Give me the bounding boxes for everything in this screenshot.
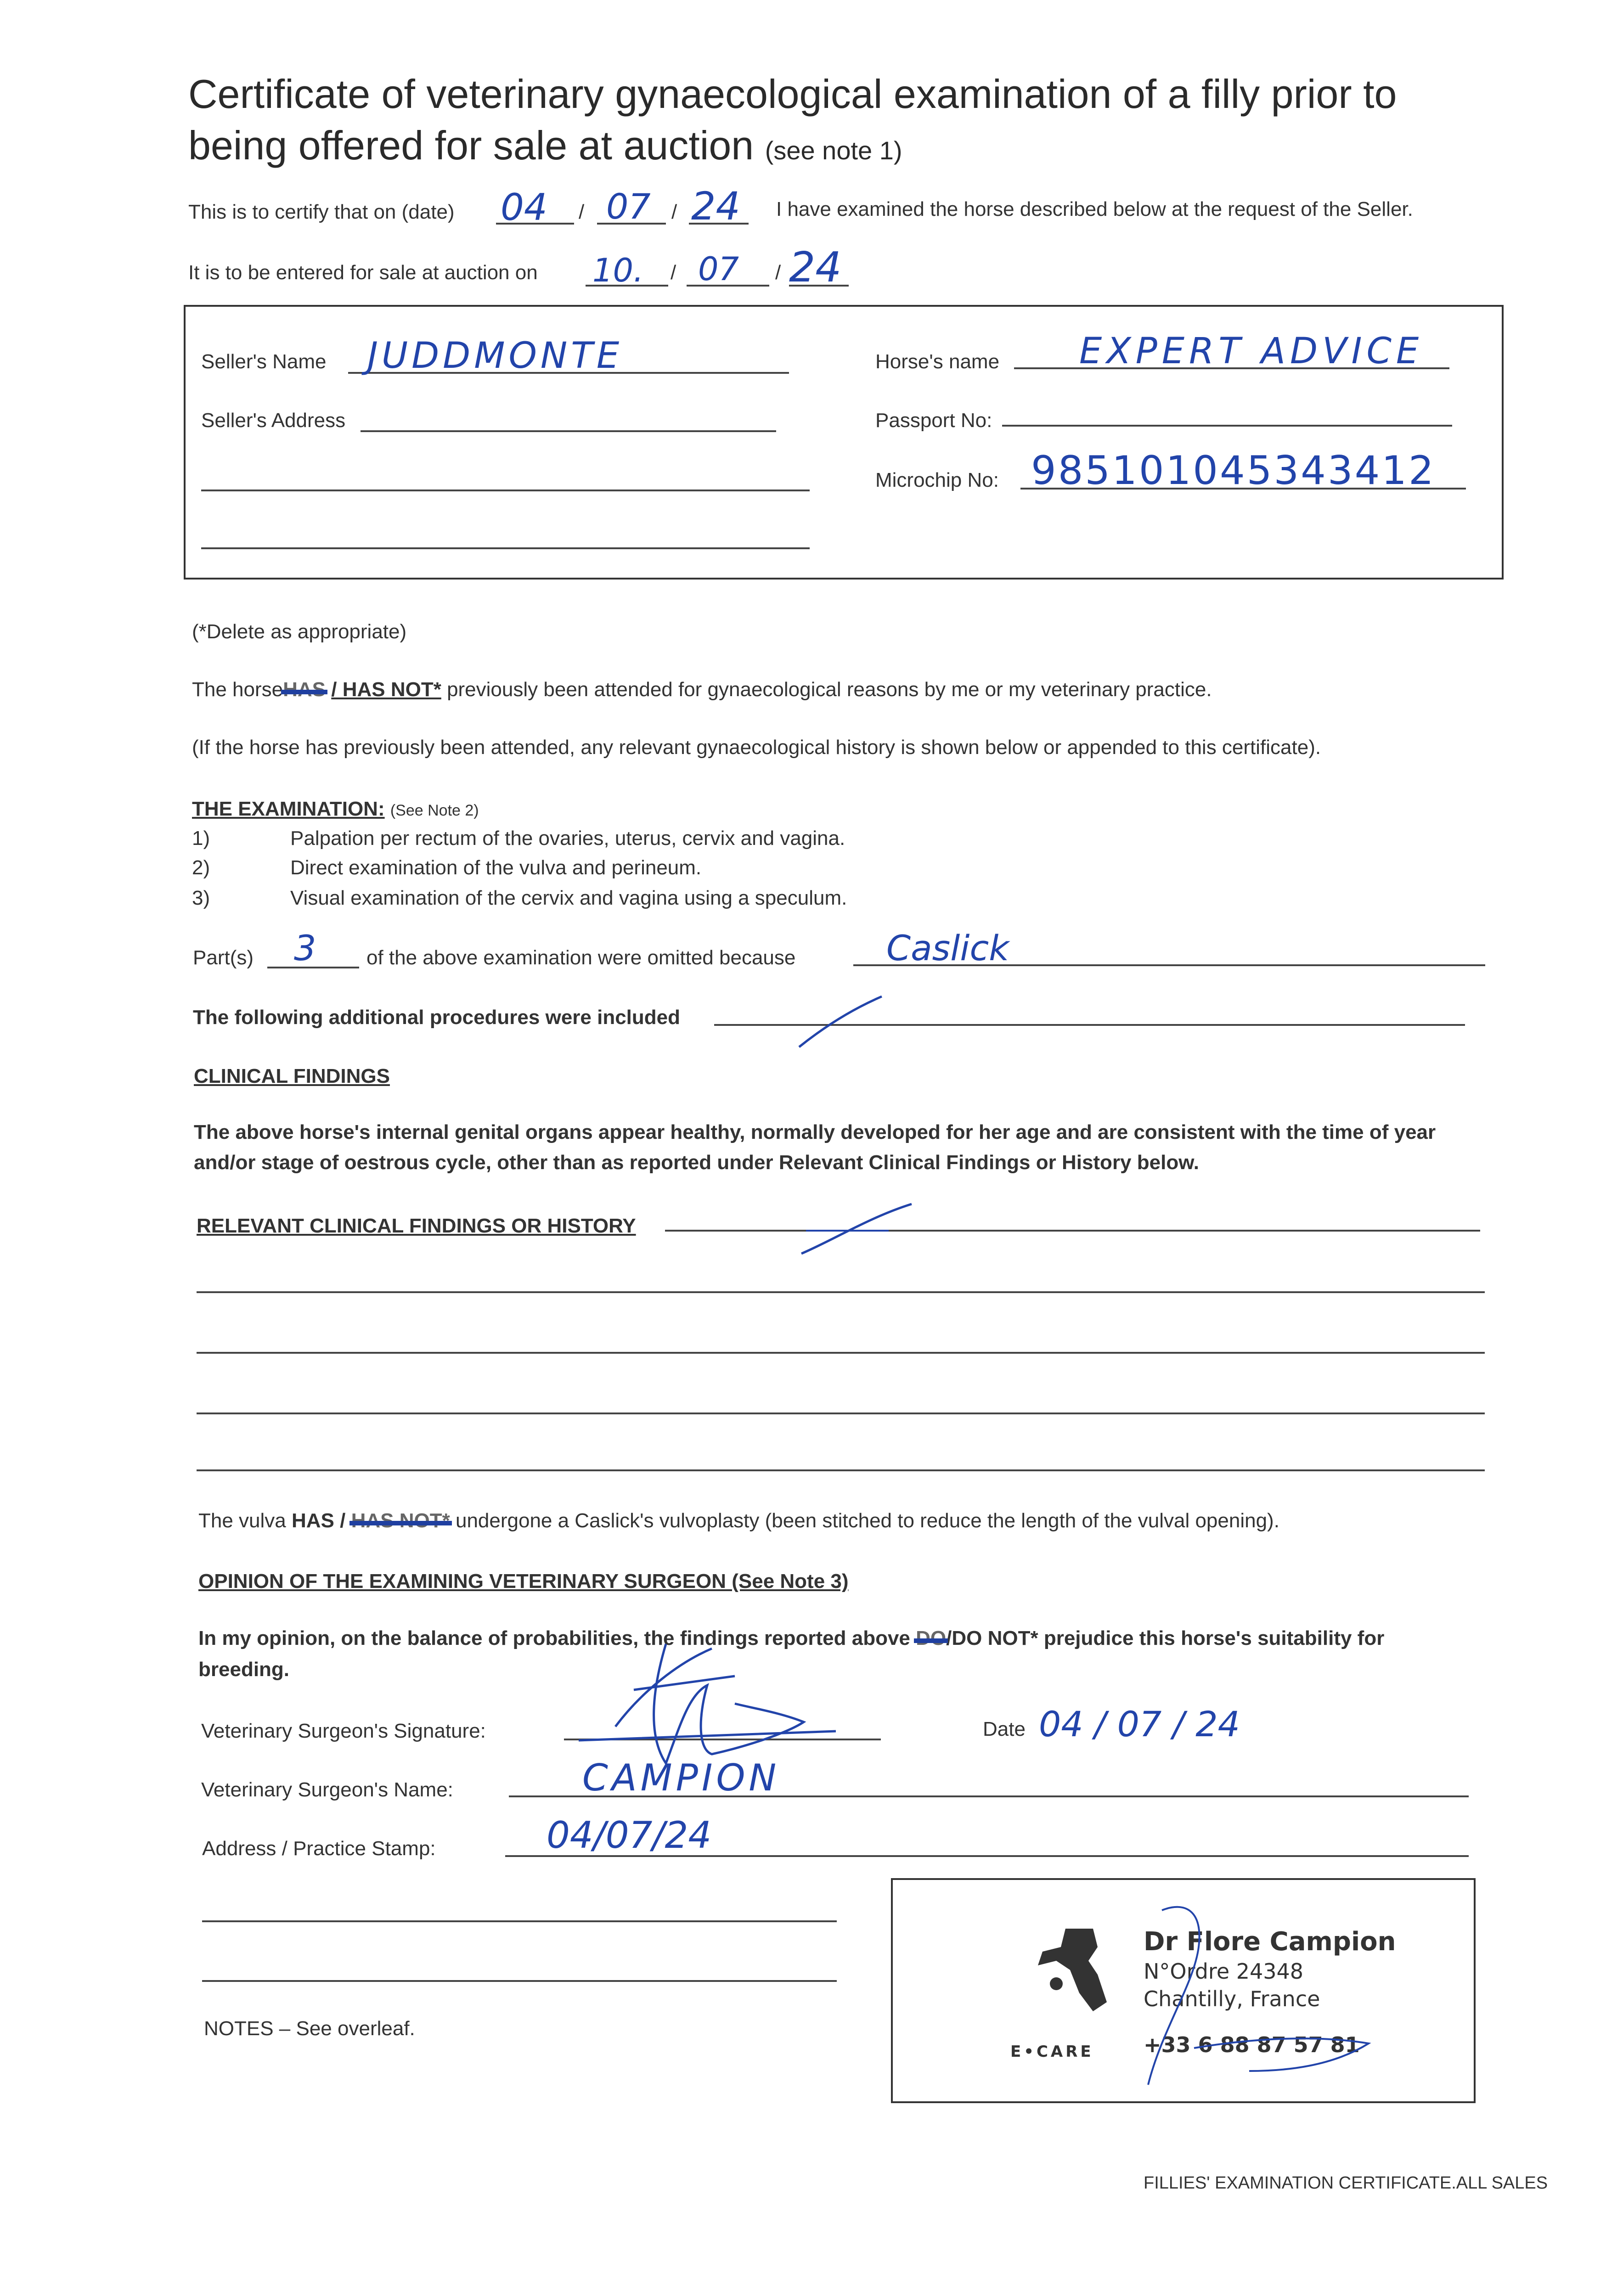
additional-dash-mark <box>795 992 886 1052</box>
exam-item-num-1: 1) <box>192 827 210 850</box>
address-line-2[interactable] <box>202 1920 837 1922</box>
clinical-heading: CLINICAL FINDINGS <box>194 1065 390 1087</box>
vulva-has-not-struck[interactable]: HAS NOT* <box>351 1509 450 1532</box>
address-stamp-value[interactable]: 04/07/24 <box>547 1814 712 1857</box>
auction-year[interactable]: 24 <box>789 243 842 292</box>
examination-heading <box>192 797 479 822</box>
attended-prefix: The horse <box>192 678 283 701</box>
auction-sep1: / <box>671 261 676 284</box>
page-title-line1: Certificate of veterinary gynaecological examination of a filly prior to <box>188 71 1397 117</box>
seller-name-label: Seller's Name <box>201 350 327 373</box>
findings-line-5[interactable] <box>197 1469 1485 1471</box>
findings-line-3[interactable] <box>197 1352 1485 1354</box>
findings-line-4[interactable] <box>197 1412 1485 1414</box>
auction-prefix: It is to be entered for sale at auction on <box>188 261 538 284</box>
certify-day[interactable]: 04 <box>501 186 547 229</box>
seller-address-line2[interactable] <box>201 490 810 491</box>
seller-address-label: Seller's Address <box>201 409 346 432</box>
vulva-slash: / <box>340 1509 346 1532</box>
clinical-statement-line2: and/or stage of oestrous cycle, other than as reported under Relevant Clinical Findings or History below. <box>194 1151 1200 1174</box>
horse-name-value[interactable]: EXPERT ADVICE <box>1079 331 1424 372</box>
opinion-suffix: /DO NOT* prejudice this horse's suitability for <box>946 1627 1385 1649</box>
exam-item-num-2: 2) <box>192 856 210 879</box>
vulva-has: HAS <box>292 1509 334 1532</box>
certify-sep2: / <box>671 201 677 223</box>
surgeon-name-value[interactable]: CAMPION <box>582 1756 780 1799</box>
findings-line-2[interactable] <box>197 1291 1485 1293</box>
vulva-statement <box>198 1509 1279 1533</box>
stamp-ordre: N°Ordre 24348 <box>1144 1959 1304 1984</box>
findings-line-1[interactable] <box>665 1230 1480 1232</box>
findings-dash-mark <box>797 1199 916 1258</box>
signature-label: Veterinary Surgeon's Signature: <box>201 1720 486 1742</box>
omitted-middle: of the above examination were omitted because <box>366 946 796 969</box>
vulva-prefix: The vulva <box>198 1509 286 1532</box>
opinion-prefix: In my opinion, on the balance of probabilities, the findings reported above <box>198 1627 910 1649</box>
omitted-part-value[interactable]: 3 <box>294 928 316 968</box>
passport-label: Passport No: <box>875 409 992 432</box>
certify-year[interactable]: 24 <box>691 184 740 229</box>
auction-day[interactable]: 10. <box>592 252 644 289</box>
exam-item-num-3: 3) <box>192 887 210 909</box>
omitted-reason-value[interactable]: Caslick <box>886 928 1009 968</box>
opinion-statement-line2: breeding. <box>198 1658 290 1681</box>
seller-address-line1[interactable] <box>361 430 776 432</box>
stamp-phone: +33 6 88 87 57 81 <box>1144 2032 1360 2057</box>
opinion-heading: OPINION OF THE EXAMINING VETERINARY SURGEON (See Note 3) <box>198 1570 849 1593</box>
signature-date-label: Date <box>983 1718 1026 1740</box>
vulva-suffix: undergone a Caslick's vulvoplasty (been stitched to reduce the length of the vulval opening). <box>455 1509 1279 1532</box>
certify-sep1: / <box>579 201 585 223</box>
stamp-doctor-name: Dr Flore Campion <box>1144 1927 1396 1957</box>
page-title-note: (see note 1) <box>765 136 902 165</box>
certify-month[interactable]: 07 <box>606 186 651 227</box>
clinical-statement-line1: The above horse's internal genital organs appear healthy, normally developed for her age and are consistent with the time of year <box>194 1121 1436 1143</box>
microchip-label: Microchip No: <box>875 469 999 491</box>
exam-item-text-2: Direct examination of the vulva and perineum. <box>290 856 702 879</box>
additional-label: The following additional procedures were included <box>193 1006 681 1029</box>
passport-line[interactable] <box>1002 425 1452 427</box>
auction-sep2: / <box>775 261 781 284</box>
attended-has-not: / HAS NOT* <box>331 678 441 701</box>
notes-text: NOTES – See overleaf. <box>204 2017 415 2040</box>
footer-text: FILLIES' EXAMINATION CERTIFICATE.ALL SALES <box>1144 2173 1548 2193</box>
attended-statement <box>192 678 1212 702</box>
attended-suffix: previously been attended for gynaecological reasons by me or my veterinary practice. <box>447 678 1212 701</box>
signature-scribble[interactable] <box>560 1635 854 1773</box>
exam-item-text-1: Palpation per rectum of the ovaries, uterus, cervix and vagina. <box>290 827 845 850</box>
auction-month[interactable]: 07 <box>698 250 739 288</box>
surgeon-name-label: Veterinary Surgeon's Name: <box>201 1778 453 1801</box>
certify-prefix: This is to certify that on (date) <box>188 201 455 223</box>
examination-heading-text: THE EXAMINATION: <box>192 798 385 820</box>
page-title-line2 <box>188 120 902 176</box>
seller-name-value[interactable]: JUDDMONTE <box>367 335 623 377</box>
address-line-3[interactable] <box>202 1980 837 1982</box>
exam-item-text-3: Visual examination of the cervix and vagina using a speculum. <box>290 887 847 909</box>
horse-name-label: Horse's name <box>875 350 1000 373</box>
certify-suffix: I have examined the horse described below at the request of the Seller. <box>776 198 1413 220</box>
delete-note: (*Delete as appropriate) <box>192 620 407 643</box>
stamp-logo-text: E•CARE <box>1010 2043 1094 2061</box>
signature-date-value[interactable]: 04 / 07 / 24 <box>1039 1704 1240 1745</box>
page-title-main: being offered for sale at auction <box>188 123 754 168</box>
stamp-signature-overlay <box>1056 1892 1378 2103</box>
seller-address-line3[interactable] <box>201 547 810 549</box>
history-note: (If the horse has previously been attended, any relevant gynaecological history is shown below or appended to this certificate). <box>192 736 1321 759</box>
stamp-city: Chantilly, France <box>1144 1986 1320 2011</box>
address-stamp-label: Address / Practice Stamp: <box>202 1837 436 1860</box>
opinion-do-struck[interactable]: DO <box>916 1627 947 1649</box>
microchip-value[interactable]: 985101045343412 <box>1031 448 1436 494</box>
attended-has-struck[interactable]: HAS <box>283 678 326 701</box>
relevant-findings-heading: RELEVANT CLINICAL FINDINGS OR HISTORY <box>197 1215 636 1237</box>
examination-heading-note: (See Note 2) <box>390 802 479 819</box>
omitted-prefix: Part(s) <box>193 946 254 969</box>
